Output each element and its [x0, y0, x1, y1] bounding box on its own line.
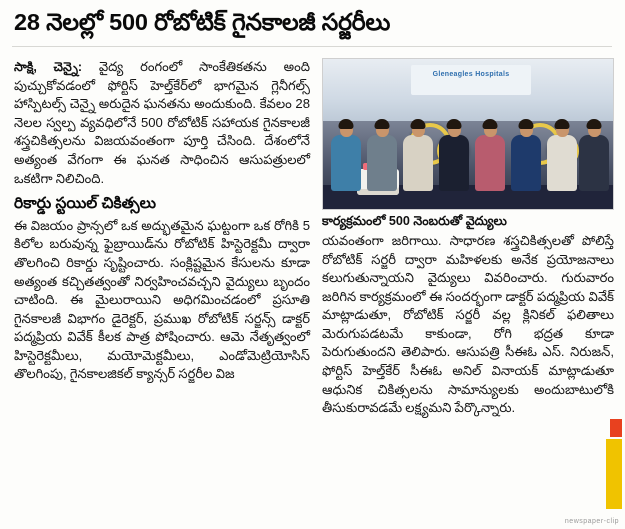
person-body	[403, 135, 433, 191]
person-head	[556, 122, 569, 137]
person-body	[475, 135, 505, 191]
person-hair	[519, 119, 534, 129]
section-subheading: రికార్డు స్టయిల్ చికిత్సలు	[14, 195, 156, 213]
photo-caption: కార్యక్రమంలో 500 నెంబరుతో వైద్యులు	[322, 214, 507, 228]
person-head	[520, 122, 533, 137]
person-hair	[447, 119, 462, 129]
lead-paragraph-text: వైద్య రంగంలో సాంకేతికతను అంది పుచ్చుకోవడంలో ఫోర్టిస్ హెల్త్‌కేర్‌లో భాగమైన గ్లెనీగల్స్ హాస్పిటల్స్ చెన్నై అరుదైన ఘనతను అందుకుంది. కేవలం 28 నెలల స్వల్ప వ్యవధిలోనే 500 రోబోటిక్ సహాయక గైనకాలజీ శస్త్రచికిత్సలను విజయవంతంగా పూర్తి చేసింది. దేశంలోనే అత్యంత వేగంగా ఈ ఘనత సాధించిన ఆసుపత్రులలో ఒకటిగా నిలిచింది.	[14, 59, 310, 186]
person-1	[331, 122, 361, 191]
person-hair	[339, 119, 354, 129]
person-head	[376, 122, 389, 137]
red-corner-mark	[610, 419, 622, 437]
person-5	[475, 122, 505, 191]
watermark-text: newspaper-clip	[564, 518, 619, 525]
person-body	[439, 135, 469, 191]
hospital-banner-text: Gleneagles Hospitals	[411, 65, 531, 95]
dateline-label: సాక్షి, చెన్నై:	[14, 60, 83, 74]
person-8	[579, 122, 609, 191]
person-hair	[555, 119, 570, 129]
yellow-corner-mark	[606, 439, 622, 509]
people-group	[323, 59, 613, 209]
person-body	[331, 135, 361, 191]
person-head	[448, 122, 461, 137]
person-hair	[587, 119, 602, 129]
person-2	[367, 122, 397, 191]
person-body	[367, 135, 397, 191]
person-hair	[483, 119, 498, 129]
left-column	[14, 58, 310, 387]
right-paragraph-1: యవంతంగా జరిగాయి. సాధారణ శస్త్రచికిత్సలతో పోలిస్తే రోబోటిక్ సర్జరీ ద్వారా మహిళలకు అనేక ప్రయోజనాలు కలుగుతున్నాయని వైద్యులు వివరించారు. గురువారం జరిగిన కార్యక్రమంలో ఈ సందర్భంగా డాక్టర్ పద్మప్రియ వివేక్ మాట్లాడుతూ, రోబోటిక్ సర్జరీ వల్ల క్లినికల్ ఫలితాలు మెరుగుపడటమే కాకుండా, రోగి భద్రత కూడా పెరుగుతుందని తెలిపారు. ఆసుపత్రి సీఈఓ ఎస్. నిరుజన్, ఫోర్టిస్ హెల్త్‌కేర్ సీఈఓ అనిల్ వినాయక్ మాట్లాడుతూ ఆధునిక చికిత్సలను సామాన్యులకు అందుబాటులోకి తీసుకురావడమే లక్ష్యమని పేర్కొన్నారు.	[322, 233, 614, 416]
person-head	[588, 122, 601, 137]
person-body	[511, 135, 541, 191]
person-hair	[375, 119, 390, 129]
photo-block	[322, 58, 614, 230]
lead-paragraph	[14, 58, 310, 188]
page-title: 28 నెలల్లో 500 రోబోటిక్ గైనకాలజీ సర్జరీలు	[14, 9, 391, 35]
left-paragraph-2: ఈ విజయం ప్రాన్సలో ఒక అద్భుతమైన ఘట్టంగా ఒక రోగికి 5 కిలోల బరువున్న ఫైబ్రాయిడ్‌ను రోబోటిక్ హిస్టెరెక్టమీ ద్వారా తొలగించి రికార్డు సృష్టించారు. సంక్లిష్టమైన కేసులను కూడా అత్యంత కచ్చితత్వంతో నిర్వహించవచ్చని వైద్యులు బృందం చాటింది. ఈ మైలురాయిని అధిగమించడంలో ప్రసూతి గైనకాలజీ విభాగం డైరెక్టర్, ప్రముఖ రోబోటిక్ సర్జన్స్ డాక్టర్ పద్మప్రియ వివేక్ కీలక పాత్ర పోషించారు. ఆమె నేతృత్వంలో హిస్టెరెక్టమీలు, మయోమెక్టమీలు, ఎండోమెట్రియోసిస్ తొలగింపు, గైనకాలజికల్ క్యాన్సర్ సర్జరీల విజ	[14, 217, 310, 382]
person-head	[412, 122, 425, 137]
person-hair	[411, 119, 426, 129]
person-body	[547, 135, 577, 191]
header-divider	[12, 46, 612, 47]
person-head	[484, 122, 497, 137]
person-body	[579, 135, 609, 191]
person-head	[340, 122, 353, 137]
event-photo	[322, 58, 614, 210]
right-column	[322, 232, 614, 421]
